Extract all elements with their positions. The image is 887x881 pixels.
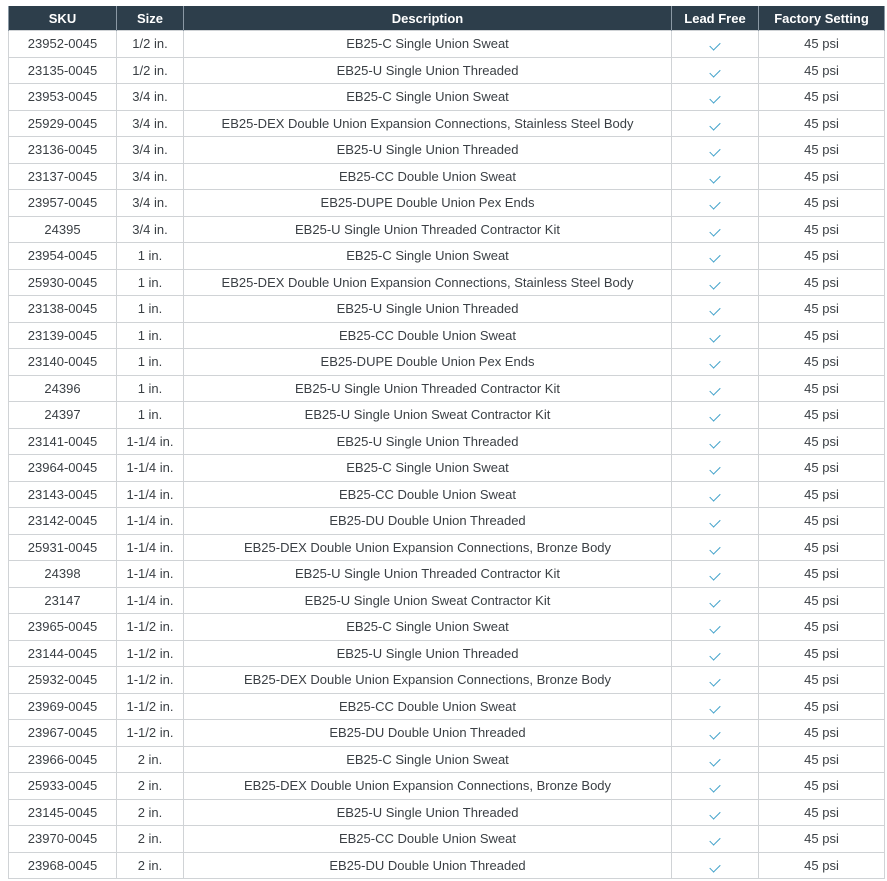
factory-setting-cell: 45 psi — [759, 428, 885, 455]
size-cell: 2 in. — [117, 773, 184, 800]
check-icon — [709, 649, 720, 660]
size-cell: 1 in. — [117, 296, 184, 323]
lead-free-cell — [672, 349, 759, 376]
table-row — [9, 296, 885, 323]
table-row — [9, 693, 885, 720]
size-cell: 1-1/4 in. — [117, 508, 184, 535]
table-row — [9, 216, 885, 243]
lead-free-cell — [672, 693, 759, 720]
factory-setting-cell: 45 psi — [759, 349, 885, 376]
factory-setting-cell: 45 psi — [759, 587, 885, 614]
lead-free-cell — [672, 296, 759, 323]
size-cell: 3/4 in. — [117, 216, 184, 243]
check-icon — [709, 278, 720, 289]
column-header-description[interactable]: Description — [184, 6, 672, 31]
sku-cell: 25932-0045 — [9, 667, 117, 694]
description-cell: EB25-U Single Union Threaded — [184, 296, 672, 323]
description-cell: EB25-DU Double Union Threaded — [184, 720, 672, 747]
check-icon — [709, 358, 720, 369]
table-row — [9, 375, 885, 402]
table-row — [9, 799, 885, 826]
table-row — [9, 349, 885, 376]
size-cell: 1 in. — [117, 322, 184, 349]
table-row — [9, 31, 885, 58]
factory-setting-cell: 45 psi — [759, 322, 885, 349]
check-icon — [709, 384, 720, 395]
size-cell: 3/4 in. — [117, 137, 184, 164]
lead-free-cell — [672, 84, 759, 111]
lead-free-cell — [672, 31, 759, 58]
sku-cell: 23140-0045 — [9, 349, 117, 376]
factory-setting-cell: 45 psi — [759, 190, 885, 217]
table-row — [9, 667, 885, 694]
sku-cell: 23141-0045 — [9, 428, 117, 455]
sku-cell: 23957-0045 — [9, 190, 117, 217]
lead-free-cell — [672, 667, 759, 694]
sku-cell: 23144-0045 — [9, 640, 117, 667]
sku-cell: 23970-0045 — [9, 826, 117, 853]
check-icon — [709, 702, 720, 713]
description-cell: EB25-U Single Union Threaded — [184, 137, 672, 164]
check-icon — [709, 464, 720, 475]
lead-free-cell — [672, 163, 759, 190]
table-row — [9, 455, 885, 482]
size-cell: 1-1/2 in. — [117, 614, 184, 641]
lead-free-cell — [672, 190, 759, 217]
sku-cell: 23143-0045 — [9, 481, 117, 508]
factory-setting-cell: 45 psi — [759, 534, 885, 561]
sku-cell: 23965-0045 — [9, 614, 117, 641]
table-row — [9, 852, 885, 879]
lead-free-cell — [672, 746, 759, 773]
description-cell: EB25-DUPE Double Union Pex Ends — [184, 349, 672, 376]
size-cell: 2 in. — [117, 799, 184, 826]
lead-free-cell — [672, 57, 759, 84]
check-icon — [709, 119, 720, 130]
table-row — [9, 614, 885, 641]
table-row — [9, 561, 885, 588]
size-cell: 1 in. — [117, 402, 184, 429]
factory-setting-cell: 45 psi — [759, 137, 885, 164]
size-cell: 1-1/2 in. — [117, 693, 184, 720]
lead-free-cell — [672, 534, 759, 561]
sku-cell: 23138-0045 — [9, 296, 117, 323]
factory-setting-cell: 45 psi — [759, 57, 885, 84]
size-cell: 3/4 in. — [117, 110, 184, 137]
lead-free-cell — [672, 322, 759, 349]
check-icon — [709, 172, 720, 183]
check-icon — [709, 755, 720, 766]
size-cell: 3/4 in. — [117, 163, 184, 190]
sku-cell: 25931-0045 — [9, 534, 117, 561]
sku-cell: 23136-0045 — [9, 137, 117, 164]
sku-cell: 23145-0045 — [9, 799, 117, 826]
description-cell: EB25-U Single Union Threaded — [184, 57, 672, 84]
lead-free-cell — [672, 428, 759, 455]
factory-setting-cell: 45 psi — [759, 667, 885, 694]
description-cell: EB25-C Single Union Sweat — [184, 84, 672, 111]
table-row — [9, 269, 885, 296]
table-row — [9, 481, 885, 508]
description-cell: EB25-DEX Double Union Expansion Connections, Bronze Body — [184, 667, 672, 694]
description-cell: EB25-DUPE Double Union Pex Ends — [184, 190, 672, 217]
product-table-container — [8, 6, 884, 879]
factory-setting-cell: 45 psi — [759, 84, 885, 111]
factory-setting-cell: 45 psi — [759, 614, 885, 641]
table-row — [9, 428, 885, 455]
check-icon — [709, 66, 720, 77]
factory-setting-cell: 45 psi — [759, 269, 885, 296]
description-cell: EB25-C Single Union Sweat — [184, 746, 672, 773]
factory-setting-cell: 45 psi — [759, 852, 885, 879]
column-header-size[interactable]: Size — [117, 6, 184, 31]
lead-free-cell — [672, 561, 759, 588]
check-icon — [709, 305, 720, 316]
description-cell: EB25-CC Double Union Sweat — [184, 826, 672, 853]
check-icon — [709, 199, 720, 210]
table-row — [9, 190, 885, 217]
lead-free-cell — [672, 826, 759, 853]
check-icon — [709, 93, 720, 104]
size-cell: 1/2 in. — [117, 31, 184, 58]
check-icon — [709, 517, 720, 528]
factory-setting-cell: 45 psi — [759, 746, 885, 773]
factory-setting-cell: 45 psi — [759, 561, 885, 588]
size-cell: 1/2 in. — [117, 57, 184, 84]
sku-cell: 24396 — [9, 375, 117, 402]
lead-free-cell — [672, 720, 759, 747]
sku-cell: 23954-0045 — [9, 243, 117, 270]
check-icon — [709, 146, 720, 157]
table-row — [9, 137, 885, 164]
sku-cell: 25930-0045 — [9, 269, 117, 296]
check-icon — [709, 437, 720, 448]
check-icon — [709, 490, 720, 501]
product-table — [8, 6, 885, 879]
table-row — [9, 508, 885, 535]
check-icon — [709, 835, 720, 846]
factory-setting-cell: 45 psi — [759, 375, 885, 402]
lead-free-cell — [672, 243, 759, 270]
size-cell: 2 in. — [117, 826, 184, 853]
factory-setting-cell: 45 psi — [759, 508, 885, 535]
table-row — [9, 84, 885, 111]
size-cell: 1-1/4 in. — [117, 587, 184, 614]
sku-cell: 24395 — [9, 216, 117, 243]
lead-free-cell — [672, 852, 759, 879]
size-cell: 1-1/2 in. — [117, 667, 184, 694]
factory-setting-cell: 45 psi — [759, 481, 885, 508]
check-icon — [709, 40, 720, 51]
size-cell: 1-1/4 in. — [117, 534, 184, 561]
check-icon — [709, 623, 720, 634]
description-cell: EB25-C Single Union Sweat — [184, 243, 672, 270]
description-cell: EB25-DU Double Union Threaded — [184, 508, 672, 535]
lead-free-cell — [672, 614, 759, 641]
table-row — [9, 640, 885, 667]
size-cell: 1 in. — [117, 243, 184, 270]
description-cell: EB25-CC Double Union Sweat — [184, 322, 672, 349]
factory-setting-cell: 45 psi — [759, 720, 885, 747]
check-icon — [709, 861, 720, 872]
table-row — [9, 773, 885, 800]
table-row — [9, 534, 885, 561]
table-row — [9, 746, 885, 773]
lead-free-cell — [672, 799, 759, 826]
description-cell: EB25-CC Double Union Sweat — [184, 693, 672, 720]
size-cell: 3/4 in. — [117, 84, 184, 111]
check-icon — [709, 782, 720, 793]
check-icon — [709, 729, 720, 740]
description-cell: EB25-C Single Union Sweat — [184, 614, 672, 641]
check-icon — [709, 331, 720, 342]
sku-cell: 23968-0045 — [9, 852, 117, 879]
check-icon — [709, 596, 720, 607]
description-cell: EB25-DU Double Union Threaded — [184, 852, 672, 879]
check-icon — [709, 225, 720, 236]
factory-setting-cell: 45 psi — [759, 31, 885, 58]
sku-cell: 23969-0045 — [9, 693, 117, 720]
factory-setting-cell: 45 psi — [759, 826, 885, 853]
sku-cell: 24398 — [9, 561, 117, 588]
size-cell: 1 in. — [117, 349, 184, 376]
factory-setting-cell: 45 psi — [759, 402, 885, 429]
factory-setting-cell: 45 psi — [759, 640, 885, 667]
description-cell: EB25-U Single Union Sweat Contractor Kit — [184, 402, 672, 429]
sku-cell: 23137-0045 — [9, 163, 117, 190]
sku-cell: 23139-0045 — [9, 322, 117, 349]
column-header-lead-free[interactable]: Lead Free — [672, 6, 759, 31]
table-row — [9, 110, 885, 137]
description-cell: EB25-U Single Union Threaded — [184, 428, 672, 455]
description-cell: EB25-U Single Union Threaded Contractor Kit — [184, 216, 672, 243]
lead-free-cell — [672, 481, 759, 508]
table-row — [9, 720, 885, 747]
check-icon — [709, 570, 720, 581]
size-cell: 1-1/4 in. — [117, 481, 184, 508]
lead-free-cell — [672, 216, 759, 243]
lead-free-cell — [672, 587, 759, 614]
table-body — [9, 31, 885, 879]
factory-setting-cell: 45 psi — [759, 110, 885, 137]
lead-free-cell — [672, 508, 759, 535]
lead-free-cell — [672, 269, 759, 296]
check-icon — [709, 543, 720, 554]
column-header-sku[interactable]: SKU — [9, 6, 117, 31]
description-cell: EB25-DEX Double Union Expansion Connections, Bronze Body — [184, 534, 672, 561]
size-cell: 1-1/2 in. — [117, 720, 184, 747]
lead-free-cell — [672, 402, 759, 429]
factory-setting-cell: 45 psi — [759, 455, 885, 482]
description-cell: EB25-U Single Union Threaded — [184, 799, 672, 826]
size-cell: 1-1/4 in. — [117, 428, 184, 455]
factory-setting-cell: 45 psi — [759, 216, 885, 243]
description-cell: EB25-U Single Union Threaded — [184, 640, 672, 667]
description-cell: EB25-C Single Union Sweat — [184, 31, 672, 58]
factory-setting-cell: 45 psi — [759, 296, 885, 323]
factory-setting-cell: 45 psi — [759, 773, 885, 800]
description-cell: EB25-U Single Union Threaded Contractor Kit — [184, 375, 672, 402]
sku-cell: 23953-0045 — [9, 84, 117, 111]
table-row — [9, 57, 885, 84]
lead-free-cell — [672, 773, 759, 800]
table-row — [9, 163, 885, 190]
lead-free-cell — [672, 455, 759, 482]
sku-cell: 23952-0045 — [9, 31, 117, 58]
description-cell: EB25-DEX Double Union Expansion Connections, Stainless Steel Body — [184, 110, 672, 137]
sku-cell: 25933-0045 — [9, 773, 117, 800]
description-cell: EB25-CC Double Union Sweat — [184, 163, 672, 190]
size-cell: 2 in. — [117, 746, 184, 773]
sku-cell: 23964-0045 — [9, 455, 117, 482]
factory-setting-cell: 45 psi — [759, 243, 885, 270]
description-cell: EB25-U Single Union Sweat Contractor Kit — [184, 587, 672, 614]
size-cell: 3/4 in. — [117, 190, 184, 217]
factory-setting-cell: 45 psi — [759, 693, 885, 720]
sku-cell: 23966-0045 — [9, 746, 117, 773]
table-header-row — [9, 6, 885, 31]
sku-cell: 23147 — [9, 587, 117, 614]
description-cell: EB25-DEX Double Union Expansion Connections, Bronze Body — [184, 773, 672, 800]
sku-cell: 23142-0045 — [9, 508, 117, 535]
lead-free-cell — [672, 110, 759, 137]
description-cell: EB25-U Single Union Threaded Contractor Kit — [184, 561, 672, 588]
lead-free-cell — [672, 375, 759, 402]
check-icon — [709, 808, 720, 819]
sku-cell: 23967-0045 — [9, 720, 117, 747]
description-cell: EB25-C Single Union Sweat — [184, 455, 672, 482]
sku-cell: 24397 — [9, 402, 117, 429]
sku-cell: 25929-0045 — [9, 110, 117, 137]
table-row — [9, 402, 885, 429]
description-cell: EB25-DEX Double Union Expansion Connections, Stainless Steel Body — [184, 269, 672, 296]
column-header-factory-setting[interactable]: Factory Setting — [759, 6, 885, 31]
table-row — [9, 243, 885, 270]
size-cell: 2 in. — [117, 852, 184, 879]
size-cell: 1-1/4 in. — [117, 455, 184, 482]
size-cell: 1-1/4 in. — [117, 561, 184, 588]
factory-setting-cell: 45 psi — [759, 163, 885, 190]
lead-free-cell — [672, 137, 759, 164]
size-cell: 1 in. — [117, 375, 184, 402]
size-cell: 1-1/2 in. — [117, 640, 184, 667]
size-cell: 1 in. — [117, 269, 184, 296]
factory-setting-cell: 45 psi — [759, 799, 885, 826]
table-row — [9, 587, 885, 614]
lead-free-cell — [672, 640, 759, 667]
sku-cell: 23135-0045 — [9, 57, 117, 84]
table-row — [9, 826, 885, 853]
check-icon — [709, 252, 720, 263]
table-row — [9, 322, 885, 349]
check-icon — [709, 676, 720, 687]
description-cell: EB25-CC Double Union Sweat — [184, 481, 672, 508]
check-icon — [709, 411, 720, 422]
